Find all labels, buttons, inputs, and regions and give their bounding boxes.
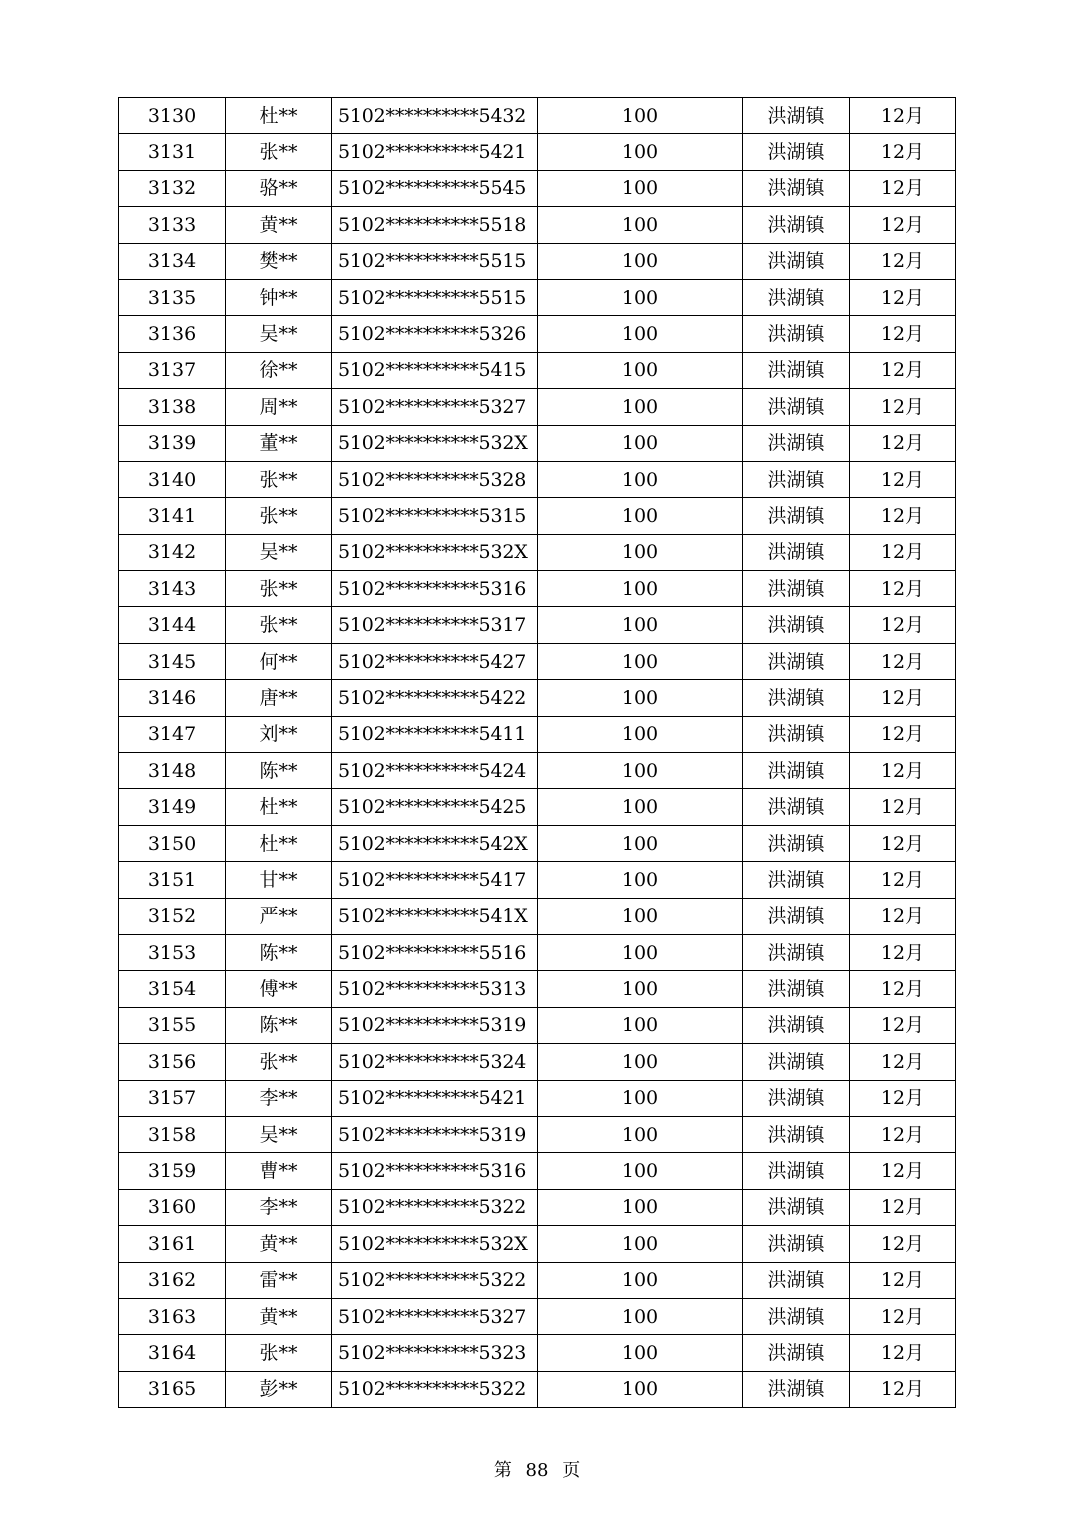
- cell-amount: 100: [538, 789, 743, 825]
- cell-town: 洪湖镇: [743, 1080, 850, 1116]
- footer-suffix: 页: [562, 1460, 581, 1481]
- cell-index: 3165: [119, 1371, 226, 1407]
- cell-town: 洪湖镇: [743, 279, 850, 315]
- cell-amount: 100: [538, 1226, 743, 1262]
- table-row: [119, 607, 956, 643]
- cell-town: 洪湖镇: [743, 607, 850, 643]
- table-row: [119, 352, 956, 388]
- cell-town: 洪湖镇: [743, 825, 850, 861]
- cell-month: 12月: [850, 1298, 956, 1334]
- table-row: [119, 134, 956, 170]
- cell-amount: 100: [538, 98, 743, 134]
- cell-name: 黄**: [226, 1298, 332, 1334]
- cell-index: 3153: [119, 934, 226, 970]
- cell-month: 12月: [850, 170, 956, 206]
- cell-amount: 100: [538, 1080, 743, 1116]
- roster-table-body: [119, 98, 956, 1408]
- cell-amount: 100: [538, 643, 743, 679]
- cell-id-number: 5102**********5326: [332, 316, 538, 352]
- cell-month: 12月: [850, 934, 956, 970]
- cell-month: 12月: [850, 1080, 956, 1116]
- cell-amount: 100: [538, 862, 743, 898]
- cell-id-number: 5102**********541X: [332, 898, 538, 934]
- cell-month: 12月: [850, 207, 956, 243]
- cell-month: 12月: [850, 1116, 956, 1152]
- cell-index: 3161: [119, 1226, 226, 1262]
- table-row: [119, 825, 956, 861]
- cell-index: 3150: [119, 825, 226, 861]
- cell-amount: 100: [538, 1189, 743, 1225]
- cell-name: 吴**: [226, 534, 332, 570]
- cell-name: 骆**: [226, 170, 332, 206]
- cell-town: 洪湖镇: [743, 1298, 850, 1334]
- cell-town: 洪湖镇: [743, 207, 850, 243]
- table-row: [119, 498, 956, 534]
- cell-name: 吴**: [226, 316, 332, 352]
- cell-amount: 100: [538, 1116, 743, 1152]
- table-row: [119, 571, 956, 607]
- cell-name: 曹**: [226, 1153, 332, 1189]
- cell-month: 12月: [850, 971, 956, 1007]
- table-row: [119, 934, 956, 970]
- cell-index: 3151: [119, 862, 226, 898]
- cell-name: 张**: [226, 571, 332, 607]
- cell-town: 洪湖镇: [743, 461, 850, 497]
- cell-month: 12月: [850, 461, 956, 497]
- cell-month: 12月: [850, 1335, 956, 1371]
- cell-id-number: 5102**********5415: [332, 352, 538, 388]
- table-row: [119, 753, 956, 789]
- cell-name: 陈**: [226, 1007, 332, 1043]
- cell-town: 洪湖镇: [743, 134, 850, 170]
- table-row: [119, 1153, 956, 1189]
- table-row: [119, 680, 956, 716]
- cell-amount: 100: [538, 934, 743, 970]
- cell-index: 3164: [119, 1335, 226, 1371]
- cell-amount: 100: [538, 461, 743, 497]
- table-row: [119, 716, 956, 752]
- cell-index: 3131: [119, 134, 226, 170]
- cell-town: 洪湖镇: [743, 862, 850, 898]
- cell-id-number: 5102**********5515: [332, 243, 538, 279]
- cell-name: 甘**: [226, 862, 332, 898]
- cell-id-number: 5102**********5317: [332, 607, 538, 643]
- cell-id-number: 5102**********5327: [332, 1298, 538, 1334]
- cell-month: 12月: [850, 98, 956, 134]
- table-row: [119, 1044, 956, 1080]
- cell-index: 3148: [119, 753, 226, 789]
- cell-town: 洪湖镇: [743, 243, 850, 279]
- table-row: [119, 425, 956, 461]
- cell-id-number: 5102**********5322: [332, 1189, 538, 1225]
- table-row: [119, 643, 956, 679]
- cell-town: 洪湖镇: [743, 934, 850, 970]
- table-row: [119, 316, 956, 352]
- cell-id-number: 5102**********5425: [332, 789, 538, 825]
- cell-id-number: 5102**********532X: [332, 425, 538, 461]
- cell-id-number: 5102**********5427: [332, 643, 538, 679]
- cell-id-number: 5102**********5319: [332, 1116, 538, 1152]
- cell-town: 洪湖镇: [743, 1189, 850, 1225]
- cell-town: 洪湖镇: [743, 170, 850, 206]
- cell-id-number: 5102**********5322: [332, 1371, 538, 1407]
- table-row: [119, 1080, 956, 1116]
- cell-amount: 100: [538, 825, 743, 861]
- cell-amount: 100: [538, 316, 743, 352]
- cell-id-number: 5102**********5545: [332, 170, 538, 206]
- cell-index: 3159: [119, 1153, 226, 1189]
- cell-index: 3158: [119, 1116, 226, 1152]
- cell-month: 12月: [850, 279, 956, 315]
- cell-month: 12月: [850, 352, 956, 388]
- cell-amount: 100: [538, 134, 743, 170]
- cell-town: 洪湖镇: [743, 898, 850, 934]
- table-row: [119, 279, 956, 315]
- cell-amount: 100: [538, 971, 743, 1007]
- cell-town: 洪湖镇: [743, 971, 850, 1007]
- table-row: [119, 1189, 956, 1225]
- cell-index: 3147: [119, 716, 226, 752]
- cell-name: 董**: [226, 425, 332, 461]
- cell-name: 杜**: [226, 825, 332, 861]
- cell-month: 12月: [850, 789, 956, 825]
- table-row: [119, 1335, 956, 1371]
- cell-town: 洪湖镇: [743, 1153, 850, 1189]
- cell-id-number: 5102**********5515: [332, 279, 538, 315]
- cell-month: 12月: [850, 1371, 956, 1407]
- cell-amount: 100: [538, 753, 743, 789]
- cell-name: 雷**: [226, 1262, 332, 1298]
- cell-town: 洪湖镇: [743, 1226, 850, 1262]
- cell-month: 12月: [850, 1189, 956, 1225]
- cell-index: 3134: [119, 243, 226, 279]
- cell-town: 洪湖镇: [743, 534, 850, 570]
- cell-month: 12月: [850, 1226, 956, 1262]
- cell-index: 3143: [119, 571, 226, 607]
- cell-amount: 100: [538, 352, 743, 388]
- cell-name: 李**: [226, 1080, 332, 1116]
- cell-month: 12月: [850, 316, 956, 352]
- cell-town: 洪湖镇: [743, 1116, 850, 1152]
- table-row: [119, 1298, 956, 1334]
- cell-id-number: 5102**********5328: [332, 461, 538, 497]
- cell-index: 3160: [119, 1189, 226, 1225]
- cell-amount: 100: [538, 1371, 743, 1407]
- cell-name: 唐**: [226, 680, 332, 716]
- cell-month: 12月: [850, 134, 956, 170]
- cell-amount: 100: [538, 207, 743, 243]
- table-row: [119, 862, 956, 898]
- cell-amount: 100: [538, 534, 743, 570]
- cell-month: 12月: [850, 571, 956, 607]
- cell-id-number: 5102**********5319: [332, 1007, 538, 1043]
- cell-id-number: 5102**********5424: [332, 753, 538, 789]
- cell-amount: 100: [538, 898, 743, 934]
- cell-name: 杜**: [226, 98, 332, 134]
- cell-month: 12月: [850, 1153, 956, 1189]
- cell-id-number: 5102**********5322: [332, 1262, 538, 1298]
- cell-amount: 100: [538, 716, 743, 752]
- cell-month: 12月: [850, 862, 956, 898]
- cell-town: 洪湖镇: [743, 98, 850, 134]
- cell-town: 洪湖镇: [743, 789, 850, 825]
- table-row: [119, 1116, 956, 1152]
- cell-id-number: 5102**********5327: [332, 389, 538, 425]
- cell-index: 3139: [119, 425, 226, 461]
- page-footer: [0, 1456, 1074, 1482]
- table-row: [119, 389, 956, 425]
- cell-id-number: 5102**********5421: [332, 1080, 538, 1116]
- cell-id-number: 5102**********5411: [332, 716, 538, 752]
- cell-month: 12月: [850, 534, 956, 570]
- cell-town: 洪湖镇: [743, 389, 850, 425]
- cell-town: 洪湖镇: [743, 1335, 850, 1371]
- cell-index: 3146: [119, 680, 226, 716]
- cell-index: 3145: [119, 643, 226, 679]
- table-row: [119, 1371, 956, 1407]
- cell-amount: 100: [538, 1298, 743, 1334]
- cell-name: 严**: [226, 898, 332, 934]
- table-row: [119, 207, 956, 243]
- cell-month: 12月: [850, 898, 956, 934]
- cell-month: 12月: [850, 716, 956, 752]
- cell-id-number: 5102**********5315: [332, 498, 538, 534]
- cell-index: 3155: [119, 1007, 226, 1043]
- cell-town: 洪湖镇: [743, 316, 850, 352]
- cell-amount: 100: [538, 425, 743, 461]
- cell-amount: 100: [538, 680, 743, 716]
- table-row: [119, 534, 956, 570]
- cell-month: 12月: [850, 607, 956, 643]
- cell-town: 洪湖镇: [743, 1044, 850, 1080]
- cell-name: 彭**: [226, 1371, 332, 1407]
- cell-town: 洪湖镇: [743, 498, 850, 534]
- cell-index: 3133: [119, 207, 226, 243]
- cell-id-number: 5102**********5323: [332, 1335, 538, 1371]
- cell-name: 陈**: [226, 753, 332, 789]
- cell-id-number: 5102**********5421: [332, 134, 538, 170]
- cell-name: 刘**: [226, 716, 332, 752]
- cell-month: 12月: [850, 498, 956, 534]
- cell-amount: 100: [538, 1044, 743, 1080]
- cell-id-number: 5102**********5432: [332, 98, 538, 134]
- cell-month: 12月: [850, 680, 956, 716]
- cell-name: 杜**: [226, 789, 332, 825]
- table-row: [119, 1226, 956, 1262]
- cell-amount: 100: [538, 243, 743, 279]
- table-row: [119, 1262, 956, 1298]
- cell-index: 3140: [119, 461, 226, 497]
- cell-index: 3156: [119, 1044, 226, 1080]
- cell-amount: 100: [538, 389, 743, 425]
- table-row: [119, 898, 956, 934]
- cell-town: 洪湖镇: [743, 1007, 850, 1043]
- cell-amount: 100: [538, 498, 743, 534]
- cell-month: 12月: [850, 825, 956, 861]
- cell-id-number: 5102**********5516: [332, 934, 538, 970]
- cell-name: 张**: [226, 1044, 332, 1080]
- cell-index: 3135: [119, 279, 226, 315]
- cell-name: 陈**: [226, 934, 332, 970]
- cell-index: 3144: [119, 607, 226, 643]
- cell-month: 12月: [850, 1007, 956, 1043]
- cell-name: 张**: [226, 134, 332, 170]
- cell-id-number: 5102**********5316: [332, 571, 538, 607]
- cell-name: 张**: [226, 461, 332, 497]
- cell-name: 周**: [226, 389, 332, 425]
- cell-amount: 100: [538, 1335, 743, 1371]
- cell-id-number: 5102**********5518: [332, 207, 538, 243]
- cell-name: 黄**: [226, 207, 332, 243]
- page-number: 88: [525, 1460, 549, 1481]
- cell-month: 12月: [850, 389, 956, 425]
- cell-index: 3154: [119, 971, 226, 1007]
- cell-town: 洪湖镇: [743, 571, 850, 607]
- cell-town: 洪湖镇: [743, 1371, 850, 1407]
- cell-amount: 100: [538, 1262, 743, 1298]
- cell-town: 洪湖镇: [743, 643, 850, 679]
- table-row: [119, 98, 956, 134]
- cell-id-number: 5102**********532X: [332, 1226, 538, 1262]
- cell-town: 洪湖镇: [743, 352, 850, 388]
- cell-month: 12月: [850, 643, 956, 679]
- roster-table: [118, 97, 956, 1408]
- cell-month: 12月: [850, 425, 956, 461]
- cell-index: 3163: [119, 1298, 226, 1334]
- table-row: [119, 461, 956, 497]
- cell-index: 3142: [119, 534, 226, 570]
- cell-month: 12月: [850, 243, 956, 279]
- cell-id-number: 5102**********532X: [332, 534, 538, 570]
- cell-index: 3157: [119, 1080, 226, 1116]
- cell-month: 12月: [850, 1262, 956, 1298]
- table-row: [119, 789, 956, 825]
- cell-amount: 100: [538, 170, 743, 206]
- cell-amount: 100: [538, 1007, 743, 1043]
- cell-index: 3132: [119, 170, 226, 206]
- cell-name: 钟**: [226, 279, 332, 315]
- cell-town: 洪湖镇: [743, 1262, 850, 1298]
- cell-index: 3149: [119, 789, 226, 825]
- table-row: [119, 971, 956, 1007]
- cell-name: 樊**: [226, 243, 332, 279]
- cell-index: 3162: [119, 1262, 226, 1298]
- cell-town: 洪湖镇: [743, 753, 850, 789]
- cell-index: 3141: [119, 498, 226, 534]
- cell-amount: 100: [538, 571, 743, 607]
- table-row: [119, 170, 956, 206]
- table-row: [119, 243, 956, 279]
- cell-name: 徐**: [226, 352, 332, 388]
- cell-amount: 100: [538, 1153, 743, 1189]
- cell-id-number: 5102**********542X: [332, 825, 538, 861]
- cell-town: 洪湖镇: [743, 716, 850, 752]
- cell-index: 3152: [119, 898, 226, 934]
- footer-prefix: 第: [493, 1460, 512, 1481]
- cell-index: 3136: [119, 316, 226, 352]
- cell-name: 张**: [226, 1335, 332, 1371]
- cell-id-number: 5102**********5316: [332, 1153, 538, 1189]
- table-row: [119, 1007, 956, 1043]
- cell-name: 张**: [226, 607, 332, 643]
- cell-id-number: 5102**********5422: [332, 680, 538, 716]
- cell-name: 傅**: [226, 971, 332, 1007]
- cell-amount: 100: [538, 607, 743, 643]
- cell-index: 3137: [119, 352, 226, 388]
- cell-index: 3138: [119, 389, 226, 425]
- cell-name: 何**: [226, 643, 332, 679]
- cell-name: 李**: [226, 1189, 332, 1225]
- cell-id-number: 5102**********5313: [332, 971, 538, 1007]
- cell-name: 黄**: [226, 1226, 332, 1262]
- cell-id-number: 5102**********5417: [332, 862, 538, 898]
- cell-index: 3130: [119, 98, 226, 134]
- cell-month: 12月: [850, 753, 956, 789]
- cell-month: 12月: [850, 1044, 956, 1080]
- cell-town: 洪湖镇: [743, 680, 850, 716]
- cell-town: 洪湖镇: [743, 425, 850, 461]
- cell-name: 吴**: [226, 1116, 332, 1152]
- cell-name: 张**: [226, 498, 332, 534]
- cell-id-number: 5102**********5324: [332, 1044, 538, 1080]
- cell-amount: 100: [538, 279, 743, 315]
